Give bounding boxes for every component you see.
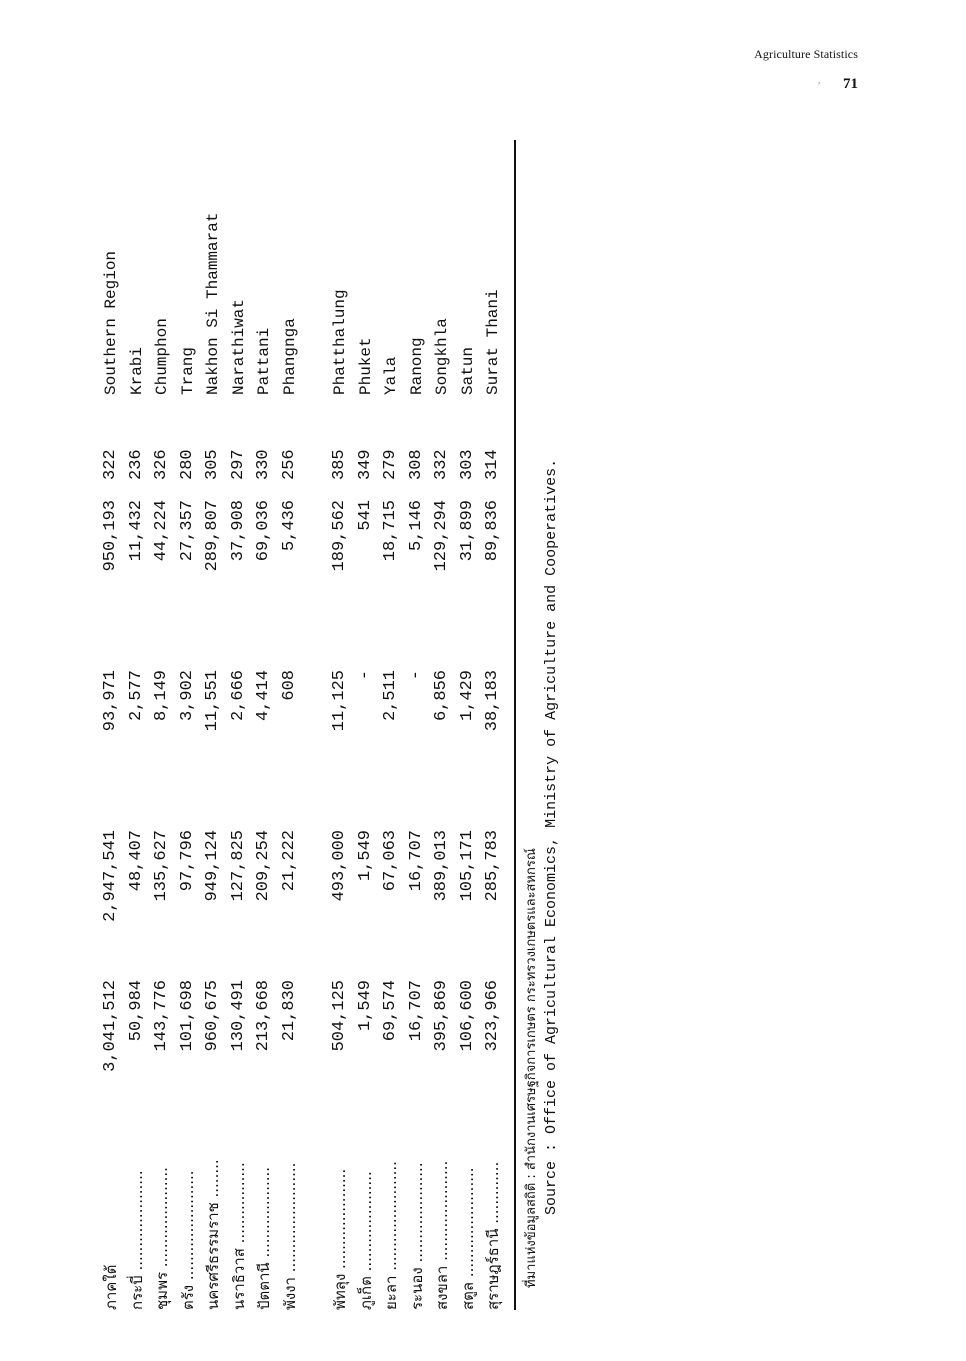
col5-value: 305 xyxy=(203,449,222,480)
table-row xyxy=(455,140,481,1310)
col3-value: 6,856 xyxy=(432,670,451,722)
table-row xyxy=(251,140,277,1310)
total-value: 50,984 xyxy=(126,980,146,1042)
province-english: Southern Region xyxy=(102,250,120,395)
col3-value: 2,666 xyxy=(228,670,248,722)
col5-value: 322 xyxy=(101,449,120,480)
rotated-table xyxy=(90,140,590,1310)
col4-value: 89,836 xyxy=(483,500,502,562)
col3-value: - xyxy=(355,670,375,681)
total-value: 213,668 xyxy=(254,980,273,1052)
col2-value: 2,947,541 xyxy=(101,830,120,922)
table-row xyxy=(327,140,353,1310)
col5-value: 297 xyxy=(228,449,248,480)
col2-value: 67,063 xyxy=(381,830,400,892)
table-row xyxy=(149,140,175,1310)
table-row xyxy=(353,140,379,1310)
col5-value: 256 xyxy=(279,449,299,480)
col2-value: 949,124 xyxy=(203,830,222,902)
col5-value: 314 xyxy=(483,449,502,480)
col5-value: 303 xyxy=(457,449,477,480)
col5-value: 236 xyxy=(126,449,146,480)
table-row xyxy=(378,140,404,1310)
table-row xyxy=(200,140,226,1310)
province-english: Phangnga xyxy=(280,318,299,395)
col2-value: 209,254 xyxy=(254,830,273,902)
running-header: Agriculture Statistics xyxy=(754,47,858,61)
col2-value: 493,000 xyxy=(330,830,349,902)
col2-value: 21,222 xyxy=(279,830,299,892)
table-row xyxy=(429,140,455,1310)
province-english: Songkhla xyxy=(433,318,451,395)
col3-value: 38,183 xyxy=(483,670,502,732)
col2-value: 1,549 xyxy=(355,830,375,882)
col3-value: 608 xyxy=(279,670,299,701)
col5-value: 330 xyxy=(254,449,273,480)
province-thai: ตรัง ....................... xyxy=(178,1170,197,1310)
source-thai: ที่มาแห่งข้อมูลสถิติ : สำนักงานเศรษฐกิจการเกษตร กระทรวงเกษตรและสหกรณ์ xyxy=(524,848,539,1288)
total-value: 106,600 xyxy=(457,980,477,1052)
province-thai: ระนอง ..................... xyxy=(407,1162,426,1310)
col4-value: 37,908 xyxy=(228,500,248,562)
table-row xyxy=(226,140,252,1310)
col3-value: 3,902 xyxy=(177,670,197,722)
col3-value: 2,577 xyxy=(126,670,146,722)
col4-value: 11,432 xyxy=(126,500,146,562)
province-thai: พัทลุง ..................... xyxy=(331,1168,349,1310)
total-value: 960,675 xyxy=(203,980,222,1052)
province-thai: กระบี่ ..................... xyxy=(127,1170,146,1310)
col3-value: 1,429 xyxy=(457,670,477,722)
col3-value: 11,551 xyxy=(203,670,222,732)
province-english: Trang xyxy=(178,346,197,395)
col4-value: 541 xyxy=(355,500,375,531)
province-thai: นครศรีธรรมราช ........ xyxy=(204,1159,222,1310)
col4-value: 129,294 xyxy=(432,500,451,572)
province-thai: ภาคใต้ xyxy=(102,1264,120,1310)
col2-value: 389,013 xyxy=(432,830,451,902)
col2-value: 285,783 xyxy=(483,830,502,902)
col5-value: 280 xyxy=(177,449,197,480)
col3-value: 2,511 xyxy=(381,670,400,722)
col3-value: 4,414 xyxy=(254,670,273,722)
total-value: 1,549 xyxy=(355,980,375,1032)
col5-value: 385 xyxy=(330,449,349,480)
table-row xyxy=(277,140,303,1310)
total-value: 143,776 xyxy=(152,980,171,1052)
col3-value: 11,125 xyxy=(330,670,349,732)
province-english: Chumphon xyxy=(153,318,171,395)
province-thai: นราธิวาส ................. xyxy=(229,1162,248,1310)
province-english: Nakhon Si Thammarat xyxy=(204,212,222,395)
total-value: 21,830 xyxy=(279,980,299,1042)
col4-value: 18,715 xyxy=(381,500,400,562)
table-row xyxy=(175,140,201,1310)
col4-value: 31,899 xyxy=(457,500,477,562)
total-value: 3,041,512 xyxy=(101,980,120,1072)
province-thai: สุราษฎร์ธานี ............. xyxy=(484,1161,502,1310)
col4-value: 289,807 xyxy=(203,500,222,572)
page-number: 71 xyxy=(843,76,858,92)
province-thai: ยะลา ....................... xyxy=(382,1161,400,1310)
col2-value: 48,407 xyxy=(126,830,146,892)
col3-value: - xyxy=(406,670,426,681)
table-row xyxy=(124,140,150,1310)
province-thai: ชุมพร ..................... xyxy=(153,1167,171,1310)
province-english: Phuket xyxy=(356,337,375,395)
total-value: 395,869 xyxy=(432,980,451,1052)
col4-value: 5,436 xyxy=(279,500,299,552)
col5-value: 308 xyxy=(406,449,426,480)
province-english: Surat Thani xyxy=(484,289,502,395)
col3-value: 93,971 xyxy=(101,670,120,732)
col2-value: 97,796 xyxy=(177,830,197,892)
col4-value: 44,224 xyxy=(152,500,171,562)
province-english: Satun xyxy=(458,346,477,395)
col5-value: 326 xyxy=(152,449,171,480)
table-row xyxy=(404,140,430,1310)
province-english: Narathiwat xyxy=(229,298,248,395)
col2-value: 135,627 xyxy=(152,830,171,902)
total-value: 16,707 xyxy=(406,980,426,1042)
col4-value: 5,146 xyxy=(406,500,426,552)
total-value: 69,574 xyxy=(381,980,400,1042)
col4-value: 27,357 xyxy=(177,500,197,562)
col3-value: 8,149 xyxy=(152,670,171,722)
table-row xyxy=(480,140,506,1310)
province-thai: สงขลา ..................... xyxy=(433,1160,451,1310)
source-english: Source : Office of Agricultural Economics, Ministry of Agriculture and Cooperatives. xyxy=(543,458,560,1215)
col4-value: 189,562 xyxy=(330,500,349,572)
stray-mark: ′ xyxy=(818,80,821,92)
province-thai: พังงา ....................... xyxy=(280,1162,299,1310)
col2-value: 127,825 xyxy=(228,830,248,902)
province-thai: ภูเก็ต ..................... xyxy=(356,1171,375,1310)
col5-value: 349 xyxy=(355,449,375,480)
total-value: 101,698 xyxy=(177,980,197,1052)
province-english: Pattani xyxy=(255,327,273,395)
province-english: Krabi xyxy=(127,346,146,395)
total-value: 130,491 xyxy=(228,980,248,1052)
province-english: Phatthalung xyxy=(331,289,349,395)
province-english: Ranong xyxy=(407,337,426,395)
province-english: Yala xyxy=(382,356,400,395)
col2-value: 16,707 xyxy=(406,830,426,892)
col5-value: 279 xyxy=(381,449,400,480)
col5-value: 332 xyxy=(432,449,451,480)
col4-value: 69,036 xyxy=(254,500,273,562)
province-thai: สตูล ....................... xyxy=(458,1167,477,1310)
table-rule xyxy=(514,140,516,1310)
total-value: 323,966 xyxy=(483,980,502,1052)
table-row xyxy=(98,140,124,1310)
total-value: 504,125 xyxy=(330,980,349,1052)
col2-value: 105,171 xyxy=(457,830,477,902)
province-thai: ปัตตานี ................... xyxy=(255,1166,273,1310)
col4-value: 950,193 xyxy=(101,500,120,572)
